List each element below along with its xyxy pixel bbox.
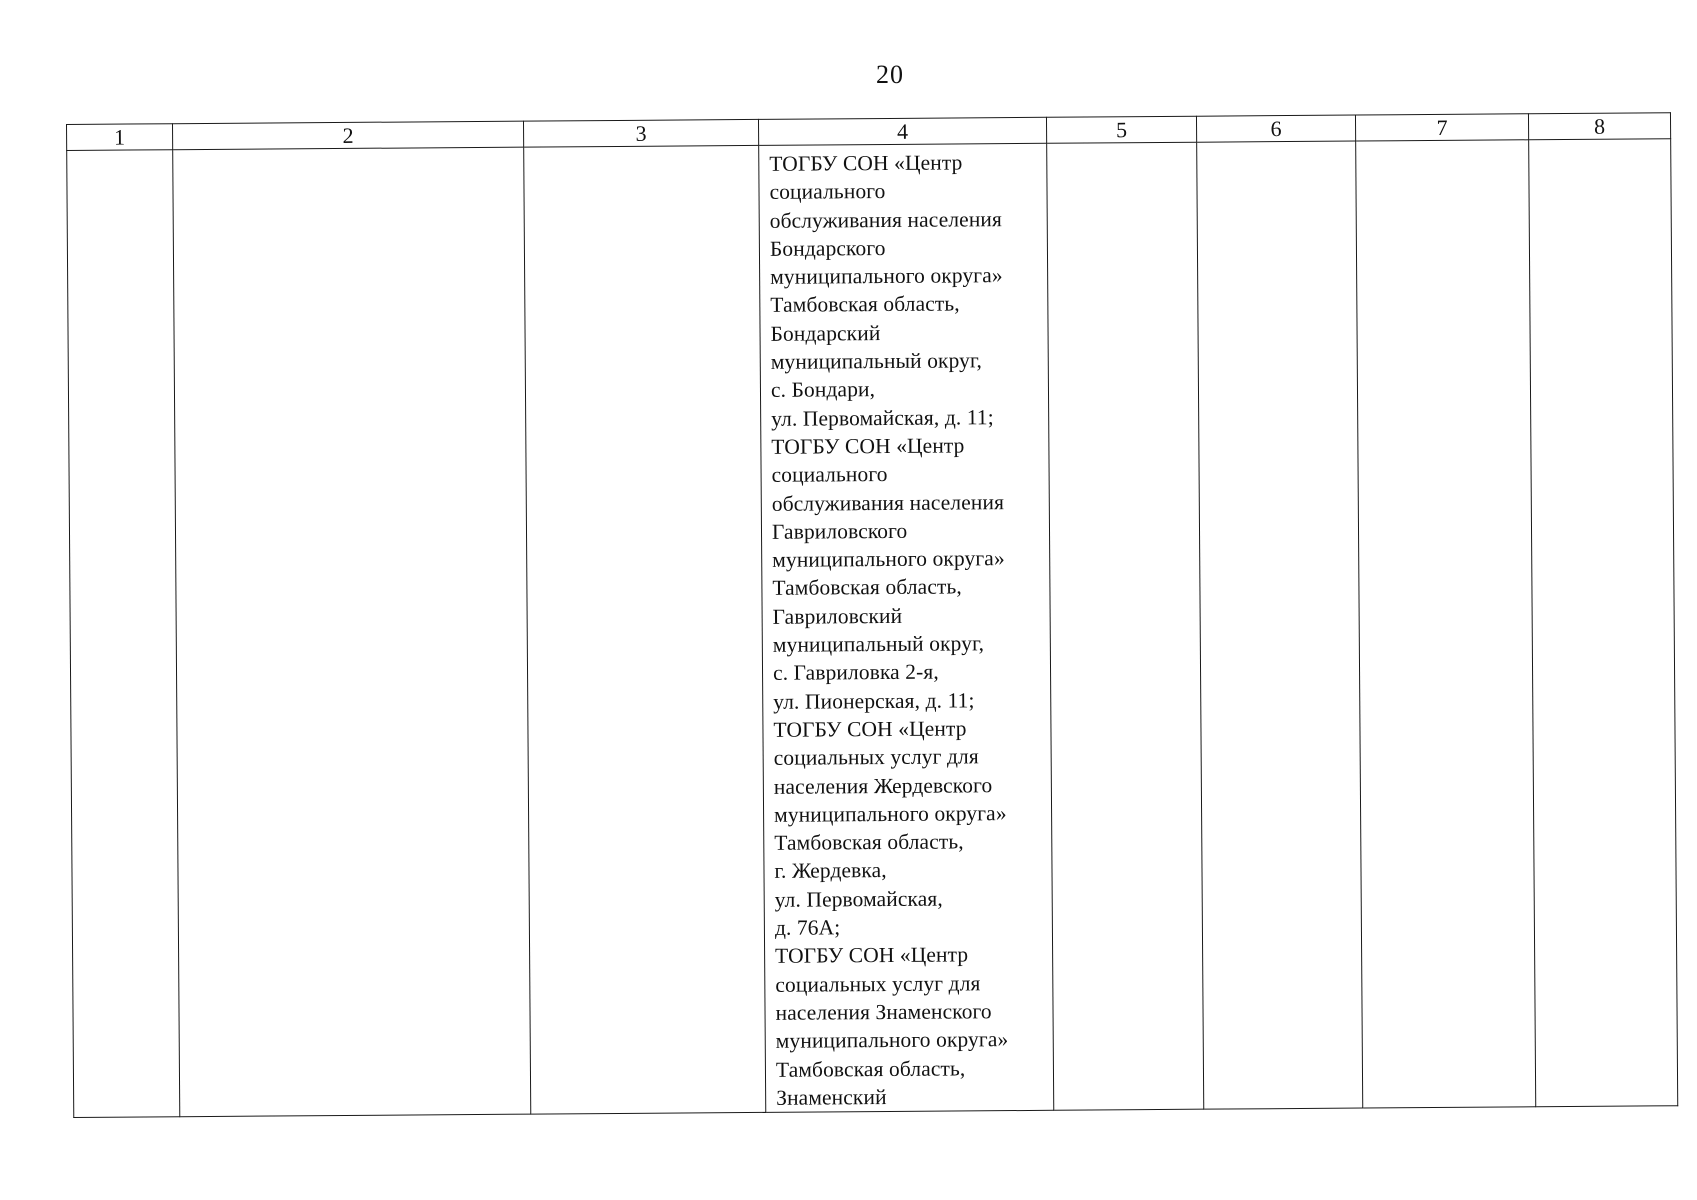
- column-number-4: 4: [758, 117, 1046, 145]
- document-table: [66, 112, 1678, 1118]
- cell-text-col3: [524, 146, 758, 152]
- column-number-1: 1: [67, 124, 173, 151]
- column-number-6: 6: [1196, 115, 1355, 142]
- column-number-5: 5: [1046, 116, 1196, 143]
- cell-text-col5: [1047, 143, 1196, 148]
- table-cell-col3: [524, 145, 766, 1114]
- column-number-8: 8: [1528, 113, 1670, 140]
- cell-text-col6: [1197, 142, 1355, 147]
- table-cell-col4: [759, 143, 1054, 1112]
- table-cell-col8: [1529, 139, 1678, 1107]
- page-number: 20: [876, 60, 904, 89]
- table-row: [67, 139, 1678, 1118]
- table-cell-col6: [1197, 141, 1363, 1109]
- column-number-3: 3: [523, 119, 758, 147]
- cell-text-col8: [1529, 139, 1670, 144]
- table-cell-col2: [173, 147, 531, 1117]
- column-number-2: 2: [173, 121, 524, 150]
- table-cell-col7: [1356, 140, 1536, 1108]
- institution-address-list: ТОГБУ СОН «Центр социального обслуживания населения Бондарского муниципального округа» Тамбовская область, Бондарский муниципальный округ, с. Бондари, ул. Первомайская, д. 11; ТОГБУ СОН «Центр социального обслуживания населения Гавриловского муниципального округа» Тамбовская область, Гавриловский муниципальный округ, с. Гавриловка 2-я, ул. Пионерская, д. 11; ТОГБУ СОН «Центр социальных услуг для населения Жердевского муниципального округа» Тамбовская область, г. Жердевка, ул. Первомайская, д. 76А; ТОГБУ СОН «Центр социальных услуг для населения Знаменского муниципального округа» Тамбовская область, Знаменский: [769, 150, 1009, 1110]
- cell-text-col7: [1356, 140, 1528, 145]
- cell-text-col1: [67, 150, 172, 155]
- cell-text-col2: [173, 148, 523, 155]
- table-cell-col1: [67, 150, 180, 1118]
- table-cell-col5: [1047, 142, 1204, 1110]
- column-number-7: 7: [1355, 114, 1528, 141]
